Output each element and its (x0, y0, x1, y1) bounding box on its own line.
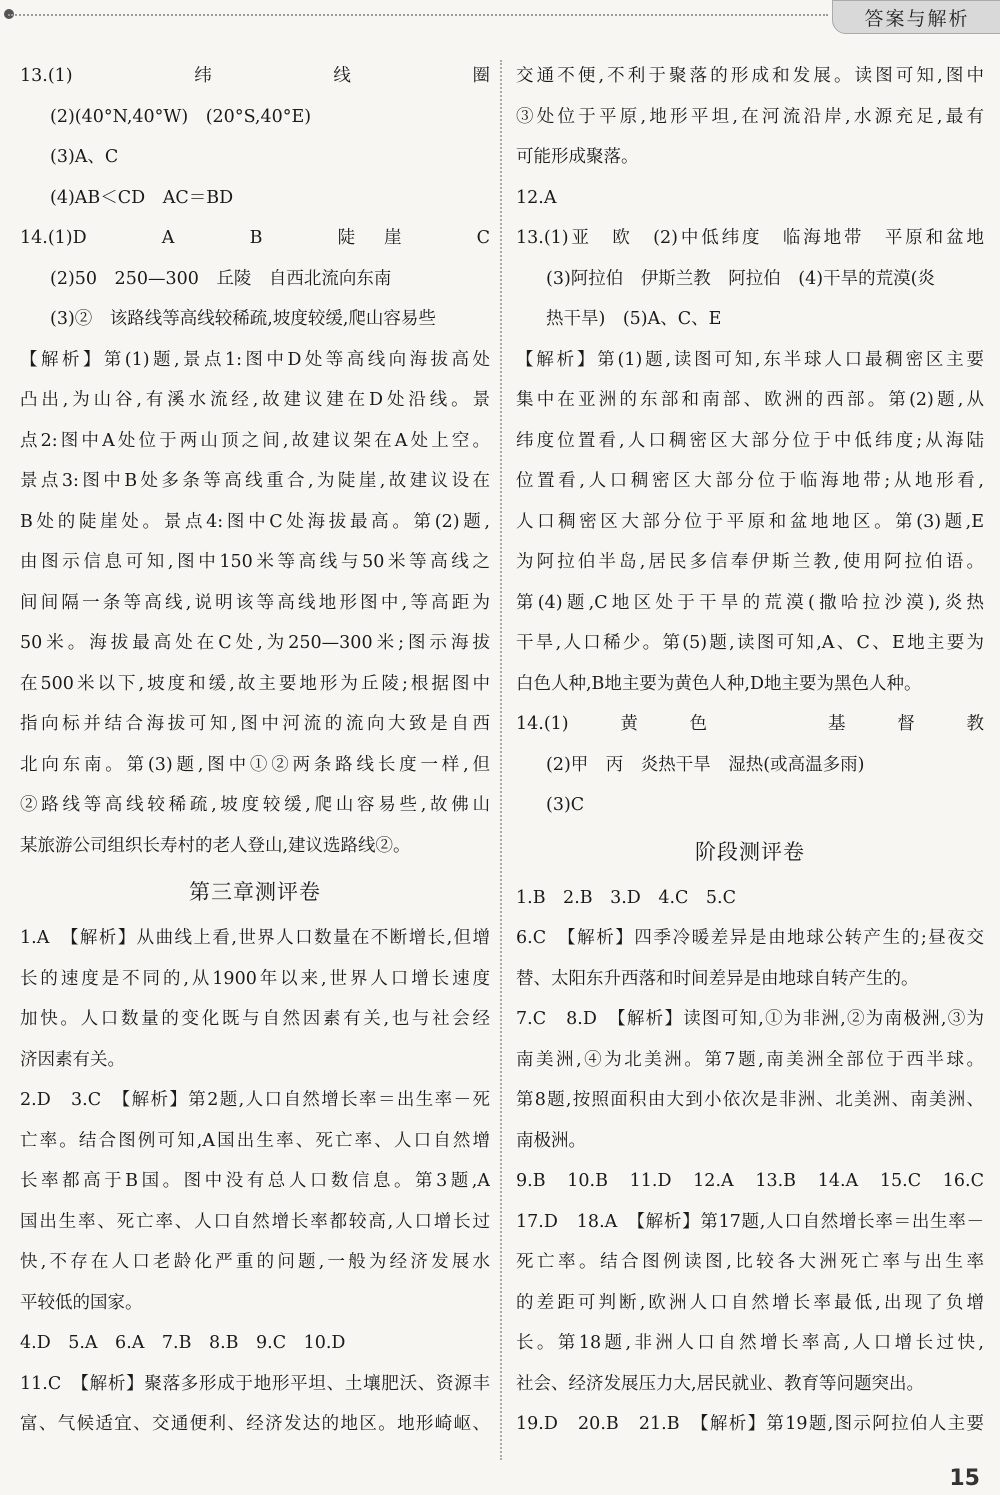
text-line: 【解析】第(1)题,读图可知,东半球人口最稠密区主要 (516, 349, 984, 370)
text-line: (3)阿拉伯 伊斯兰教 阿拉伯 (4)干旱的荒漠(炎 (546, 268, 935, 289)
text-line: 长。第18题,非洲人口自然增长率高,人口增长过快, (516, 1333, 984, 1353)
text-line: B处的陡崖处。景点4:图中C处海拔最高。第(2)题, (20, 511, 490, 532)
text-line: 点2:图中A处位于两山顶之间,故建议架在A处上空。 (20, 430, 490, 451)
question-line: 6.C 【解析】四季冷暖差异是由地球公转产生的;昼夜交 (516, 928, 984, 948)
text-line: 第8题,按照面积由大到小依次是非洲、北美洲、南美洲、 (516, 1090, 984, 1110)
text-line: 在500米以下,坡度和缓,故主要地形为丘陵;根据图中 (20, 673, 490, 694)
text-line: 国出生率、死亡率、人口自然增长率都较高,人口增长过 (20, 1211, 490, 1232)
text-line: 交通不便,不利于聚落的形成和发展。读图可知,图中 (516, 66, 984, 86)
question-line: 14.(1)黄色 基督教 (516, 714, 984, 734)
text-line: 由图示信息可知,图中150米等高线与50米等高线之 (20, 552, 490, 572)
question-line: 17.D 18.A 【解析】第17题,人口自然增长率＝出生率－ (516, 1211, 984, 1232)
text-line: 间间隔一条等高线,说明该等高线地形图中,等高距为 (20, 592, 490, 613)
text-line: 亡率。结合图例可知,A国出生率、死亡率、人口自然增 (20, 1130, 490, 1151)
header-rule (8, 14, 828, 16)
question-line: 19.D 20.B 21.B 【解析】第19题,图示阿拉伯人主要 (516, 1414, 984, 1434)
left-column (20, 56, 490, 1445)
column-divider (500, 60, 502, 1460)
text-line: 可能形成聚落。 (516, 147, 639, 167)
text-line: (3)② 该路线等高线较稀疏,坡度较缓,爬山容易些 (50, 309, 436, 329)
text-line: 景点3:图中B处多条等高线重合,为陡崖,故建议设在 (20, 471, 490, 491)
text-line: 热干旱) (5)A、C、E (546, 309, 722, 329)
text-line: 加快。人口数量的变化既与自然因素有关,也与社会经 (20, 1009, 490, 1029)
question-line: 13.(1)纬线圈 (20, 66, 490, 86)
text-line: ③处位于平原,地形平坦,在河流沿岸,水源充足,最有 (516, 106, 984, 127)
text-line: (2)50 250—300 丘陵 自西北流向东南 (50, 268, 392, 289)
text-line: 南极洲。 (516, 1130, 586, 1151)
text-line: 北向东南。第(3)题,图中①②两条路线长度一样,但 (20, 754, 490, 775)
text-line: (4)AB＜CD AC＝BD (50, 187, 234, 208)
header-tab: 答案与解析 (832, 0, 1000, 34)
text-line: 白色人种,B地主要为黄色人种,D地主要为黑色人种。 (516, 673, 922, 694)
question-line: 1.A 【解析】从曲线上看,世界人口数量在不断增长,但增 (20, 928, 490, 948)
question-line: 1.B 2.B 3.D 4.C 5.C (516, 887, 737, 908)
text-line: 南美洲,④为北美洲。第7题,南美洲全部位于西半球。 (516, 1049, 984, 1070)
text-line: 【解析】第(1)题,景点1:图中D处等高线向海拔高处 (20, 349, 490, 370)
text-line: 长的速度是不同的,从1900年以来,世界人口增长速度 (20, 968, 490, 989)
right-column (516, 56, 984, 1445)
text-line: 干旱,人口稀少。第(5)题,读图可知,A、C、E地主要为 (516, 633, 984, 653)
text-line: 的差距可判断,欧洲人口自然增长率最低,出现了负增 (516, 1292, 984, 1313)
question-line: 12.A (516, 187, 557, 208)
text-line: 社会、经济发展压力大,居民就业、教育等问题突出。 (516, 1373, 925, 1394)
text-line: 快,不存在人口老龄化严重的问题,一般为经济发展水 (20, 1252, 490, 1272)
text-line: ②路线等高线较稀疏,坡度较缓,爬山容易些,故佛山 (20, 795, 490, 815)
text-line: 位置看,人口稠密区大部分位于临海地带;从地形看, (516, 471, 984, 491)
text-line: 平较低的国家。 (20, 1292, 143, 1313)
page-number: 15 (949, 1466, 980, 1491)
section-title: 第三章测评卷 (189, 880, 321, 904)
text-line: 第(4)题,C地区处于干旱的荒漠(撒哈拉沙漠),炎热 (516, 592, 984, 613)
text-line: (3)C (546, 795, 585, 815)
text-line: 富、气候适宜、交通便利、经济发达的地区。地形崎岖、 (20, 1414, 490, 1434)
text-line: 集中在亚洲的东部和南部、欧洲的西部。第(2)题,从 (516, 390, 984, 410)
text-line: (2)(40°N,40°W) (20°S,40°E) (50, 106, 312, 127)
text-line: 长率都高于B国。图中没有总人口数信息。第3题,A (20, 1171, 490, 1191)
question-line: 11.C 【解析】聚落多形成于地形平坦、土壤肥沃、资源丰 (20, 1373, 490, 1394)
text-line: 凸出,为山谷,有溪水流经,故建议建在D处沿线。景 (20, 390, 490, 410)
text-line: 人口稠密区大部分位于平原和盆地地区。第(3)题,E (516, 511, 984, 532)
text-line: (2)甲 丙 炎热干旱 湿热(或高温多雨) (546, 754, 865, 775)
text-line: 指向标并结合海拔可知,图中河流的流向大致是自西 (20, 714, 490, 734)
section-title: 阶段测评卷 (695, 839, 805, 864)
question-line: 4.D 5.A 6.A 7.B 8.B 9.C 10.D (20, 1333, 346, 1353)
text-line: 纬度位置看,人口稠密区大部分位于中低纬度;从海陆 (516, 430, 984, 451)
question-line: 14.(1)D A B 陡崖 C (20, 228, 490, 248)
text-line: 为阿拉伯半岛,居民多信奉伊斯兰教,使用阿拉伯语。 (516, 552, 984, 572)
question-line: 2.D 3.C 【解析】第2题,人口自然增长率＝出生率－死 (20, 1090, 490, 1110)
text-line: (3)A、C (50, 147, 119, 167)
text-line: 50米。海拔最高处在C处,为250—300米;图示海拔 (20, 633, 490, 653)
question-line: 9.B 10.B 11.D 12.A 13.B 14.A 15.C 16.C (516, 1171, 984, 1191)
text-line: 济因素有关。 (20, 1049, 125, 1070)
text-line: 替、太阳东升西落和时间差异是由地球自转产生的。 (516, 968, 919, 989)
text-line: 死亡率。结合图例读图,比较各大洲死亡率与出生率 (516, 1252, 984, 1272)
question-line: 7.C 8.D 【解析】读图可知,①为非洲,②为南极洲,③为 (516, 1009, 984, 1029)
question-line: 13.(1)亚 欧 (2)中低纬度 临海地带 平原和盆地 (516, 228, 984, 248)
text-line: 某旅游公司组织长寿村的老人登山,建议选路线②。 (20, 835, 411, 856)
